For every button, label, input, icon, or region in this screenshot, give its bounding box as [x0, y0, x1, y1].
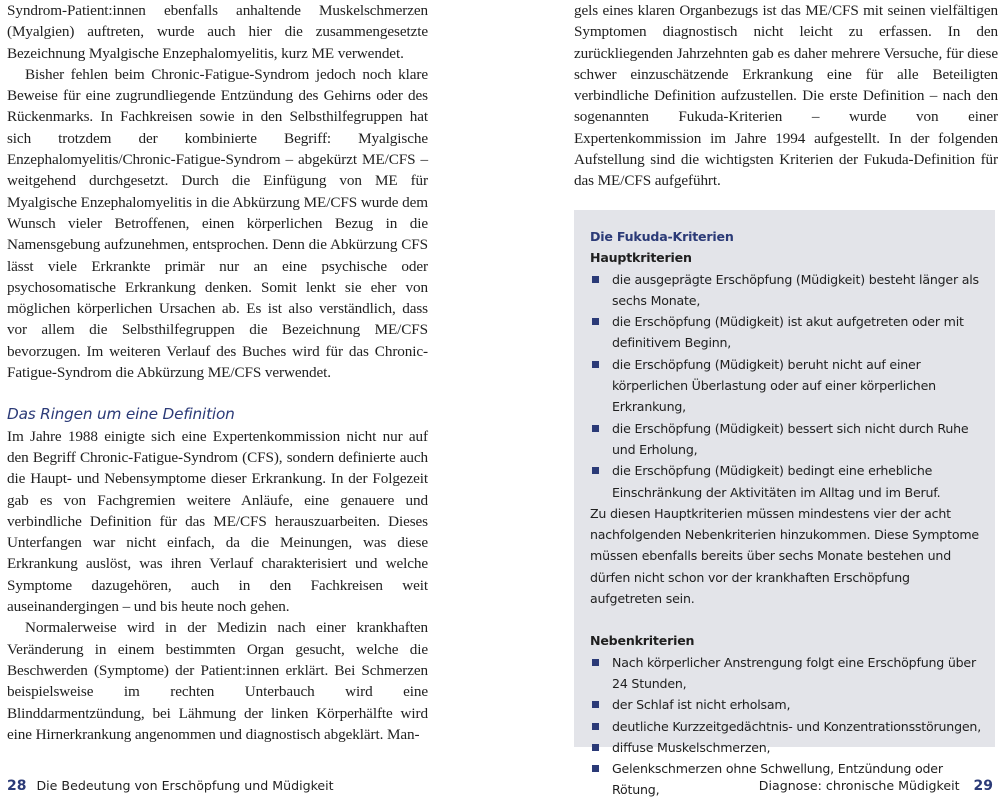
list-item: Nach körperlicher Anstrengung folgt eine Erschöpfung über 24 Stunden, [590, 652, 981, 695]
page-number: 28 [7, 778, 27, 794]
criteria-note: Zu diesen Hauptkriterien müssen mindestens vier der acht nachfolgenden Nebenkriterien hinzukommen. Diese Symptome müssen ebenfalls bereits über sechs Monate bestehen und dürfen nicht schon vor der krankhaften Erschöpfung aufgetreten sein. [590, 505, 979, 607]
left-page-body [7, 0, 428, 745]
list-item: die Erschöpfung (Müdigkeit) beruht nicht auf einer körperlichen Überlastung oder auf einer körperlichen Erkrankung, [590, 354, 981, 418]
page-number: 29 [973, 778, 993, 794]
body-paragraph: gels eines klaren Organbezugs ist das ME/CFS mit seinen vielfältigen Symptomen diagnostisch nicht leicht zu erfassen. In den zurückliegenden Jahrzehnten gab es daher mehrere Versuche, für diese schwer einzuschätzende Erkrankung eine für alle Beteiligten verbindliche Definition aufzustellen. Die erste Definition – nach den sogenannten Fukuda-Kriterien – wurde von einer Expertenkommission im Jahre 1994 aufgestellt. In der folgenden Aufstellung sind die wichtigsten Kriterien der Fukuda-Definition für das ME/CFS aufgeführt. [574, 2, 998, 190]
list-item: die Erschöpfung (Müdigkeit) bessert sich nicht durch Ruhe und Erholung, [590, 418, 981, 461]
spacer [590, 609, 981, 630]
body-paragraph: Im Jahre 1988 einigte sich eine Expertenkommission nicht nur auf den Begriff Chronic-Fatigue-Syndrom (CFS), sondern definierte auch die Haupt- und Nebensymptome dieser Erkrankung. In der Folgezeit gab es von Fachgremien weitere Anläufe, eine genauere und verbindliche Definition für das ME/CFS herauszuarbeiten. Dieses Unterfangen war nicht einfach, da die Meinungen, was diese Erkrankung auslöst, was ihren Verlauf charakterisiert und welche Symptome dazugehören, auch in den Fachkreisen weit auseinandergingen – und bis heute noch gehen. [7, 427, 428, 616]
main-criteria-heading: Hauptkriterien [590, 250, 692, 266]
running-title: Diagnose: chronische Müdigkeit [758, 778, 960, 793]
secondary-criteria-heading: Nebenkriterien [590, 633, 695, 649]
body-paragraph: Syndrom-Patient:innen ebenfalls anhaltende Muskelschmerzen (Myalgien) auftreten, wurde auch hier die zusammengesetzte Bezeichnung Myalgische Enzephalomyelitis, kurz ME verwendet. [7, 2, 428, 62]
body-paragraph: Normalerweise wird in der Medizin nach einer krankhaften Veränderung in einem bestimmten Organ gesucht, welche die Beschwerden (Symptome) der Patient:innen erklärt. Bei Schmerzen beispielsweise im rechten Unterbauch wird eine Blinddarmentzündung, bei Lähmung der linken Körperhälfte wird eine Hirnerkrankung angenommen und diagnostisch abgeklärt. Man- [7, 619, 428, 743]
body-paragraph: Bisher fehlen beim Chronic-Fatigue-Syndrom jedoch noch klare Beweise für eine zugrundliegende Entzündung des Gehirns oder des Rückenmarks. In Fachkreisen sowie in den Selbsthilfegruppen hat sich trotzdem der kombinierte Begriff: Myalgische Enzephalomyelitis/Chronic-Fatigue-Syndrom – abgekürzt ME/CFS – weitgehend durchgesetzt. Durch die Einfügung von ME für Myalgische Enzephalomyelitis in die Abkürzung ME/CFS wurde dem Wunsch vieler Betroffenen, einen körperlichen Bezug in die Namensgebung aufzunehmen, entsprochen. Denn die Abkürzung CFS lässt viele Erkrankte primär nur an eine psychische oder psychosomatische Erkrankung denken. Somit lenkt sie eher von möglichen körperlichen Ursachen ab. Es ist also verständlich, dass vor allem die Selbsthilfegruppen die Bezeichnung ME/CFS bevorzugen. Im weiteren Verlauf des Buches wird für das Chronic-Fatigue-Syndrom die Abkürzung ME/CFS verwendet. [7, 65, 428, 382]
list-item: Gelenkschmerzen ohne Schwellung, Entzündung oder Rötung, [590, 758, 981, 801]
list-item: diffuse Muskelschmerzen, [590, 737, 981, 758]
list-item: deutliche Kurzzeitgedächtnis- und Konzentrationsstörungen, [590, 716, 981, 737]
list-item: die ausgeprägte Erschöpfung (Müdigkeit) besteht länger als sechs Monate, [590, 269, 981, 312]
list-item: die Erschöpfung (Müdigkeit) ist akut aufgetreten oder mit definitivem Beginn, [590, 311, 981, 354]
right-footer [759, 776, 993, 796]
section-heading: Das Ringen um eine Definition [7, 405, 235, 424]
running-title: Die Bedeutung von Erschöpfung und Müdigkeit [36, 778, 334, 793]
main-criteria-list [590, 269, 981, 503]
list-item: der Schlaf ist nicht erholsam, [590, 694, 981, 715]
box-title: Die Fukuda-Kriterien [590, 229, 734, 244]
list-item: die Erschöpfung (Müdigkeit) bedingt eine erhebliche Einschränkung der Aktivitäten im Alltag und im Beruf. [590, 460, 981, 503]
left-footer [7, 776, 334, 796]
right-page-body [574, 0, 998, 192]
